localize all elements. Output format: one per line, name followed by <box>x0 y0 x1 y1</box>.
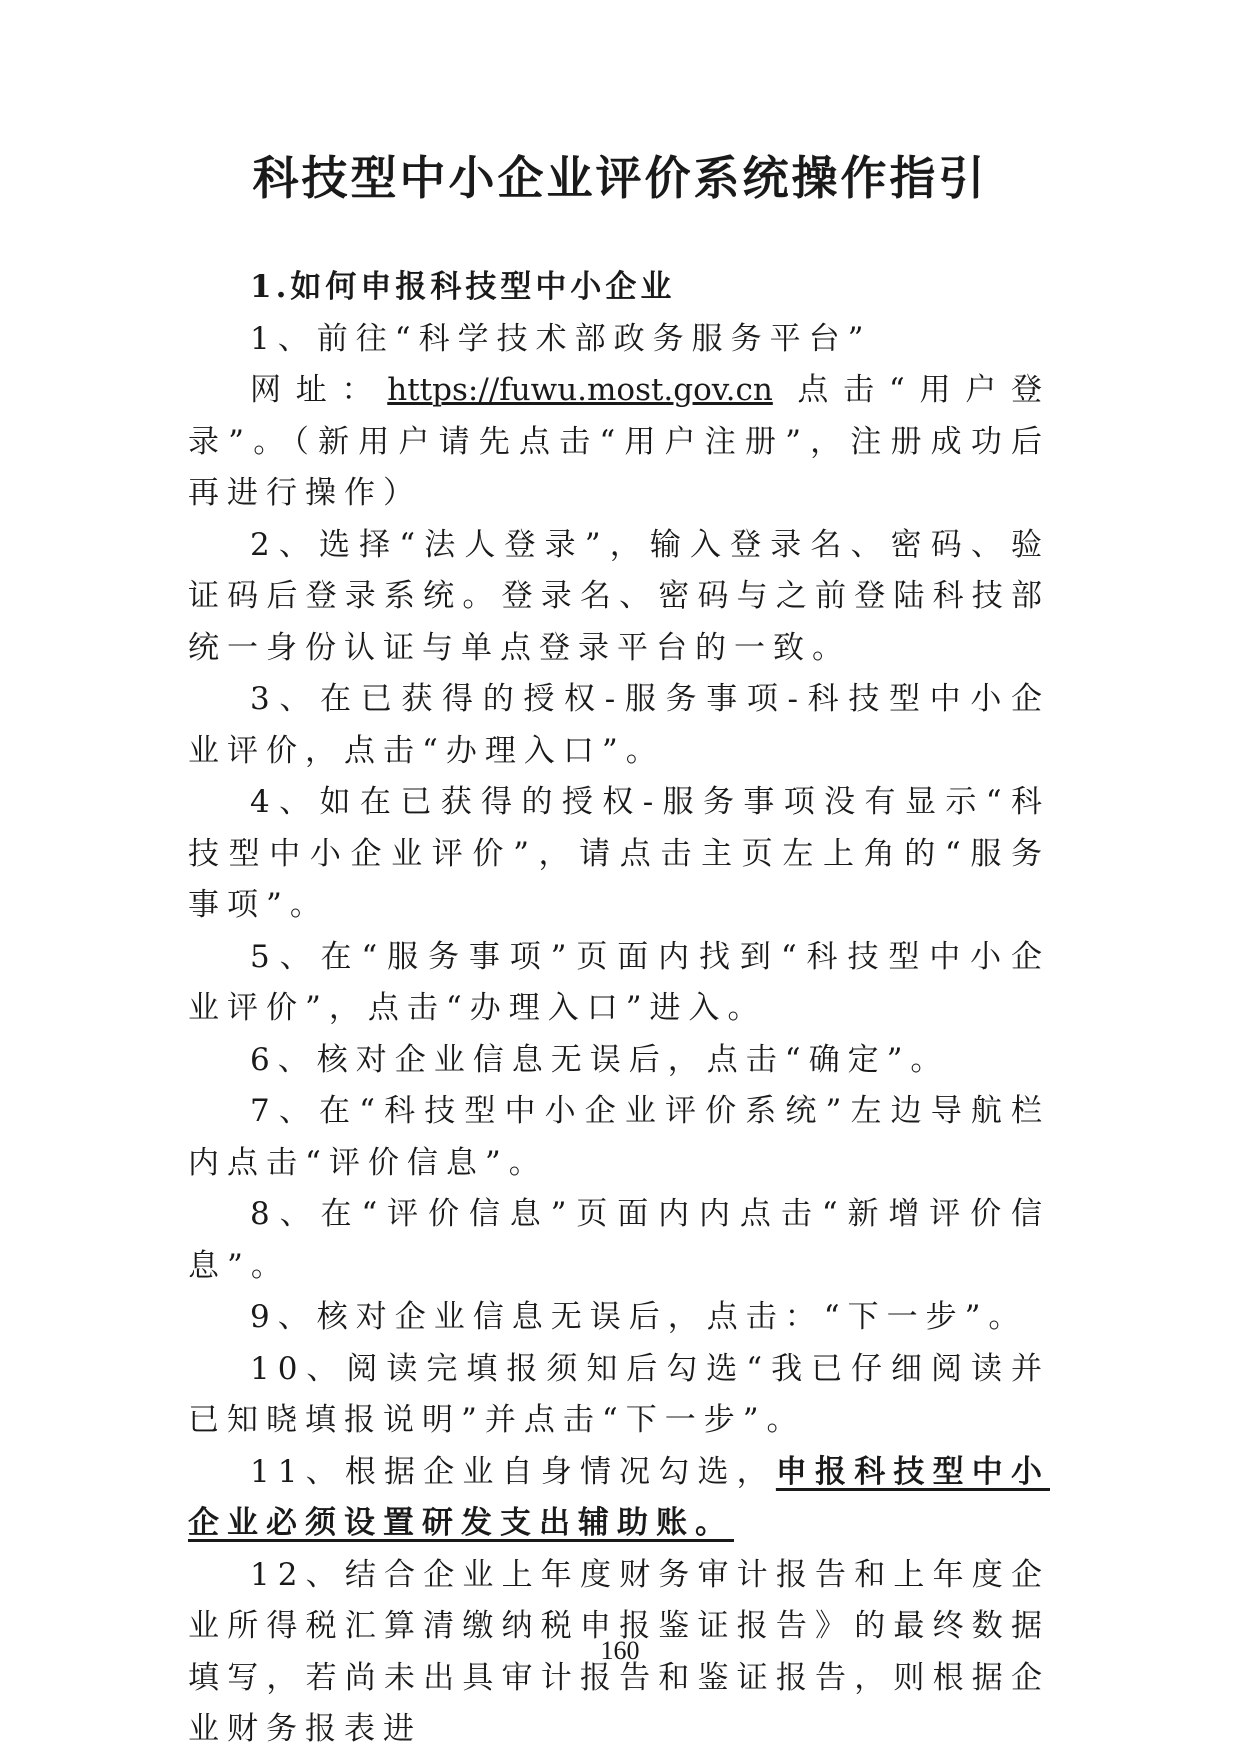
step-12: 12、结合企业上年度财务审计报告和上年度企业所得税汇算清缴纳税申报鉴证报告》的最终数据填写，若尚未出具审计报告和鉴证报告，则根据企业财务报表进 <box>188 1556 1050 1747</box>
document-title: 科技型中小企业评价系统操作指引 <box>252 151 988 205</box>
step-1: 1、前往“科学技术部政务服务平台” <box>250 320 872 357</box>
step-5: 5、在“服务事项”页面内找到“科技型中小企业评价”，点击“办理入口”进入。 <box>188 938 1050 1026</box>
step-8: 8、在“评价信息”页面内内点击“新增评价信息”。 <box>188 1196 1050 1284</box>
step-6: 6、核对企业信息无误后，点击“确定”。 <box>250 1041 950 1078</box>
step-4: 4、如在已获得的授权-服务事项没有显示“科技型中小企业评价”，请点击主页左上角的“服务事项”。 <box>188 784 1050 923</box>
document-body <box>188 262 1050 1756</box>
step-2: 2、选择“法人登录”，输入登录名、密码、验证码后登录系统。登录名、密码与之前登陆科技部统一身份认证与单点登录平台的一致。 <box>188 526 1050 666</box>
website-link[interactable]: https://fuwu.most.gov.cn <box>387 372 773 408</box>
step-11 <box>188 1447 1050 1550</box>
step-10: 10、阅读完填报须知后勾选“我已仔细阅读并已知晓填报说明”并点击“下一步”。 <box>188 1350 1050 1438</box>
step-9: 9、核对企业信息无误后，点击：“下一步”。 <box>250 1299 1028 1335</box>
step-7: 7、在“科技型中小企业评价系统”左边导航栏内点击“评价信息”。 <box>188 1093 1050 1181</box>
step-3: 3、在已获得的授权-服务事项-科技型中小企业评价，点击“办理入口”。 <box>188 681 1050 769</box>
step-11-emphasis: 申报科技型中小企业必须设置研发支出辅助账。 <box>188 1453 1050 1541</box>
url-paragraph <box>188 365 1050 520</box>
section-heading: 1.如何申报科技型中小企业 <box>250 269 676 305</box>
page-number: 160 <box>600 1636 640 1665</box>
url-suffix: 点击“用户登录”。（新用户请先点击“用户注册”，注册成功后再进行操作） <box>188 372 1051 511</box>
step-11-text: 11、根据企业自身情况勾选， <box>250 1453 776 1490</box>
url-prefix: 网址： <box>250 372 388 408</box>
